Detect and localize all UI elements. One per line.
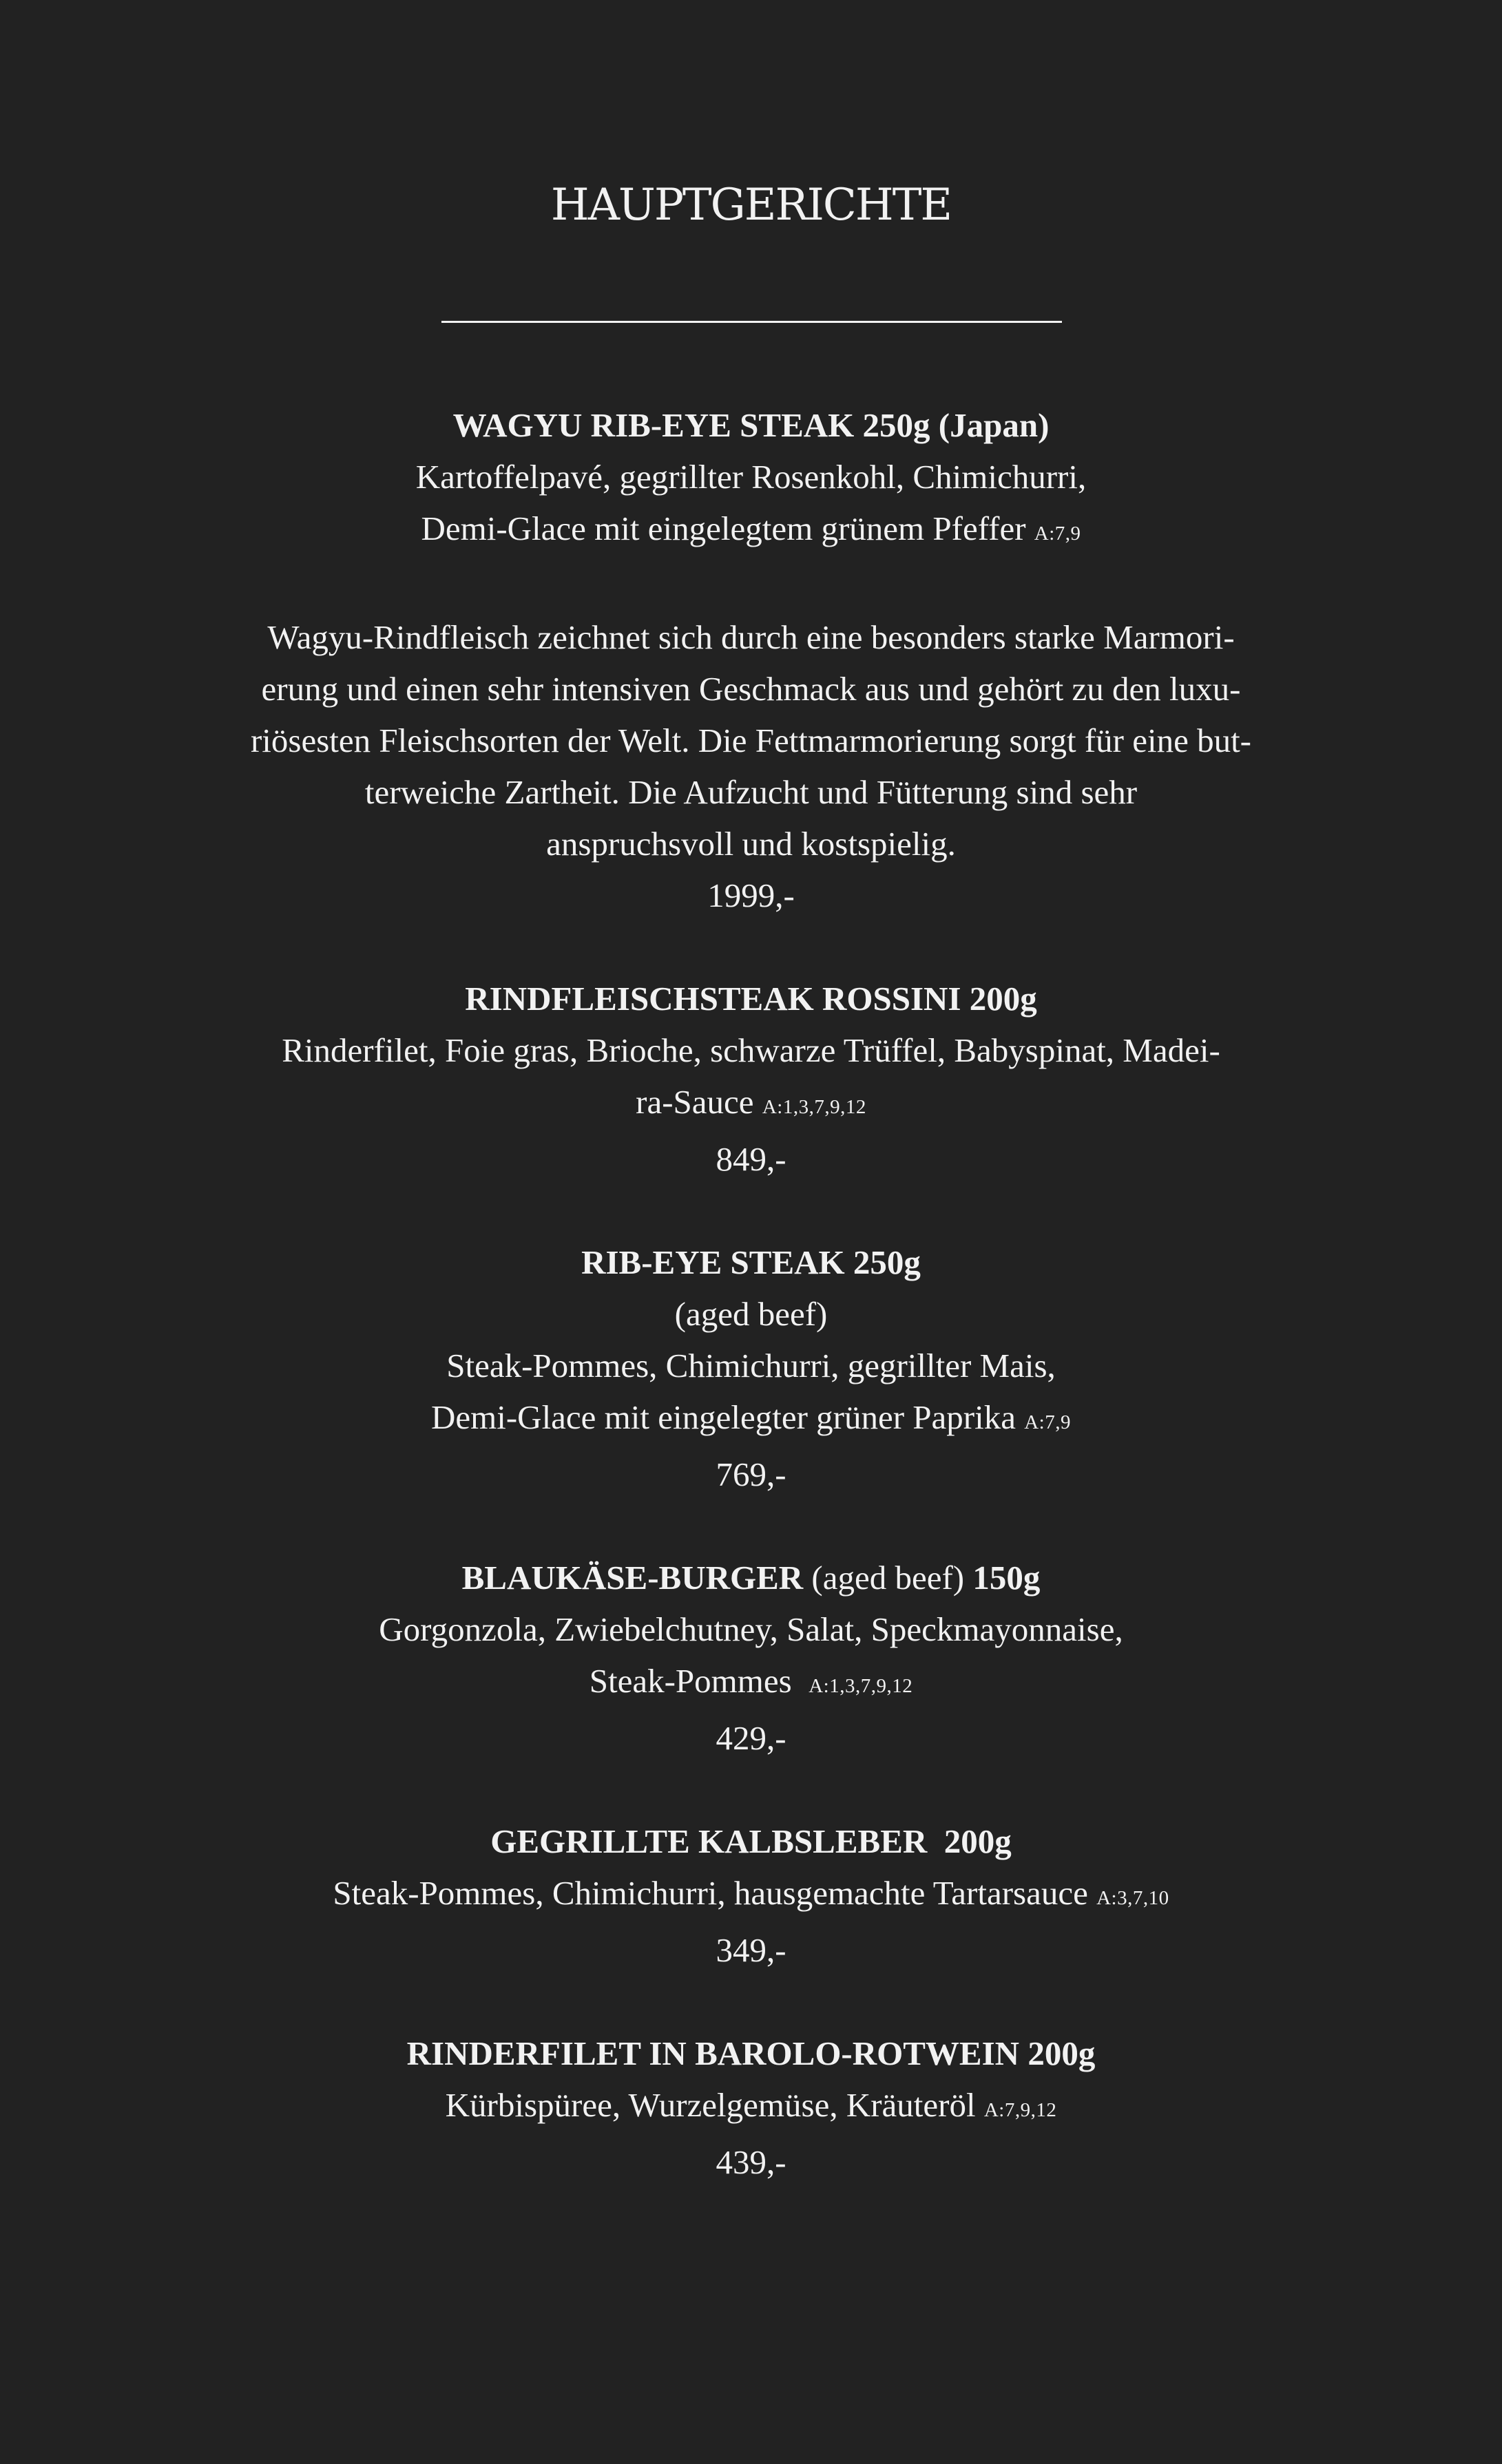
dish-price: 769,-: [716, 1455, 786, 1493]
menu-item-kalbsleber: [207, 1815, 1295, 1976]
dish-ingredients-line: [207, 1867, 1295, 1924]
dish-ingredients-line: Steak-Pommes, Chimichurri, gegrillter Mais,: [446, 1347, 1056, 1384]
dish-subtitle: (aged beef): [674, 1295, 828, 1333]
description-line: terweiche Zartheit. Die Aufzucht und Fütterung sind sehr: [364, 773, 1138, 811]
dish-price: 439,-: [716, 2143, 786, 2181]
dish-price: 429,-: [716, 1719, 786, 1757]
dish-ingredients-text: ra-Sauce: [636, 1083, 754, 1121]
menu-item-burger: [207, 1552, 1295, 1764]
dish-ingredients-text: Kürbispüree, Wurzelgemüse, Kräuteröl: [445, 2086, 976, 2124]
allergen-codes: A:7,9,12: [983, 2099, 1057, 2121]
dish-ingredients-line: Gorgonzola, Zwiebelchutney, Salat, Speckmayonnaise,: [379, 1610, 1123, 1648]
dish-ingredients-text: Steak-Pommes, Chimichurri, hausgemachte Tartarsauce: [333, 1874, 1088, 1912]
dish-ingredients-line: Rinderfilet, Foie gras, Brioche, schwarze Trüffel, Babyspinat, Madei-: [282, 1031, 1220, 1069]
dish-ingredients-line: [207, 503, 1295, 560]
allergen-codes: A:7,9: [1034, 523, 1081, 545]
dish-name: WAGYU RIB-EYE STEAK 250g (Japan): [452, 406, 1050, 444]
dish-price: 349,-: [716, 1931, 786, 1969]
title-divider: [441, 321, 1062, 323]
dish-name-weight: 150g: [972, 1559, 1041, 1597]
dish-ingredients-line: [207, 1076, 1295, 1133]
allergen-codes: A:1,3,7,9,12: [809, 1675, 913, 1697]
allergen-codes: A:1,3,7,9,12: [762, 1096, 866, 1118]
menu-item-wagyu: [207, 399, 1295, 921]
dish-name: [207, 1552, 1295, 1603]
description-line: riösesten Fleischsorten der Welt. Die Fettmarmorierung sorgt für eine but-: [250, 722, 1251, 759]
dish-description: [207, 611, 1295, 870]
dish-ingredients-text: Steak-Pommes: [589, 1662, 792, 1700]
dish-name-bold: BLAUKÄSE-BURGER: [461, 1559, 804, 1597]
dish-name: GEGRILLTE KALBSLEBER 200g: [490, 1822, 1012, 1860]
allergen-codes: A:7,9: [1024, 1411, 1071, 1433]
dish-name: RINDFLEISCHSTEAK ROSSINI 200g: [465, 980, 1037, 1018]
dish-price: 849,-: [716, 1140, 786, 1178]
dish-ingredients-line: [207, 1655, 1295, 1712]
description-line: Wagyu-Rindfleisch zeichnet sich durch eine besonders starke Marmori-: [267, 618, 1235, 656]
dish-name-note: (aged beef): [811, 1559, 965, 1597]
description-line: erung und einen sehr intensiven Geschmack aus und gehört zu den luxu-: [261, 670, 1241, 708]
page-title: HAUPTGERICHTE: [550, 180, 952, 231]
dish-ingredients-text: Demi-Glace mit eingelegtem grünem Pfeffer: [421, 509, 1026, 547]
dish-ingredients-line: [207, 2079, 1295, 2136]
dish-ingredients-text: Demi-Glace mit eingelegter grüner Paprika: [431, 1398, 1016, 1436]
dish-name: RIB-EYE STEAK 250g: [581, 1243, 921, 1281]
dish-ingredients-line: [207, 1391, 1295, 1449]
dish-ingredients-line: Kartoffelpavé, gegrillter Rosenkohl, Chimichurri,: [415, 458, 1087, 496]
dish-name: RINDERFILET IN BAROLO-ROTWEIN 200g: [406, 2034, 1096, 2072]
menu-item-rinderfilet: [207, 2028, 1295, 2188]
menu-list: [207, 399, 1295, 2240]
dish-price: 1999,-: [707, 876, 795, 914]
menu-item-rossini: [207, 973, 1295, 1185]
description-line: anspruchsvoll und kostspielig.: [546, 825, 956, 863]
allergen-codes: A:3,7,10: [1096, 1887, 1169, 1909]
menu-item-rib-eye: [207, 1236, 1295, 1500]
